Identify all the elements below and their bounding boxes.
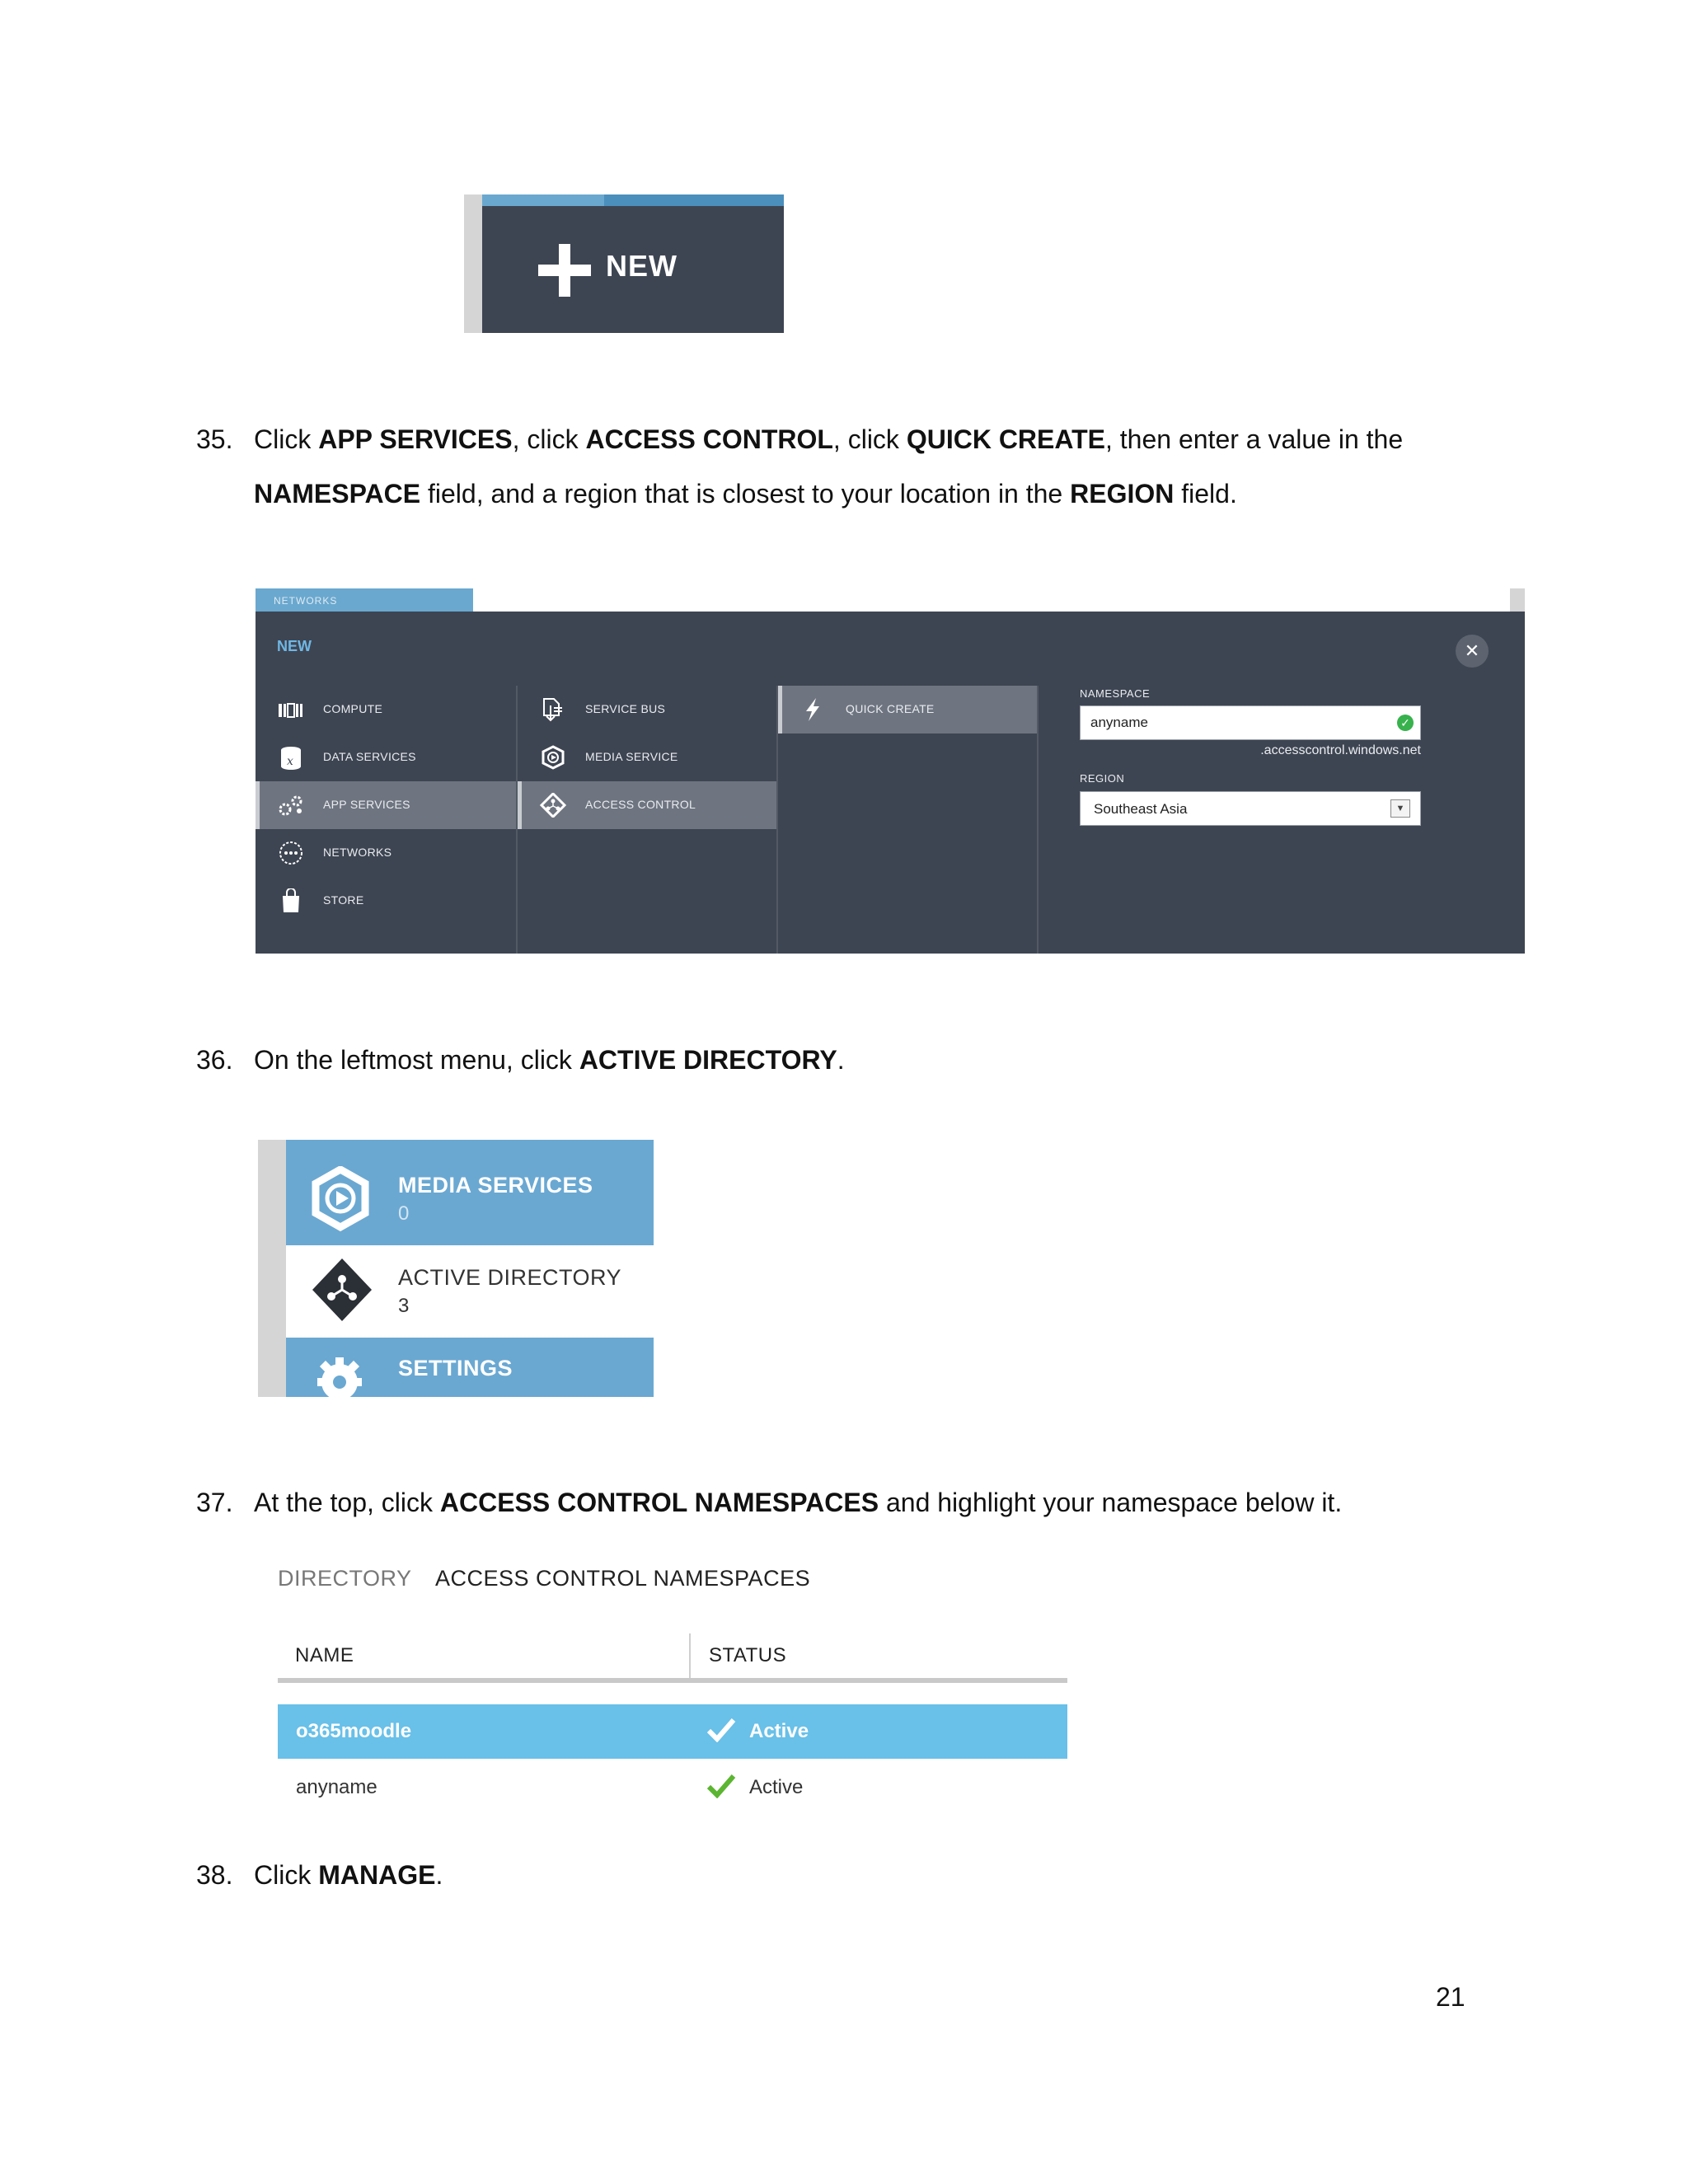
nav-item-title: ACTIVE DIRECTORY (398, 1265, 622, 1290)
nav-item-active-directory[interactable] (286, 1245, 654, 1338)
row-status: Active (749, 1720, 809, 1742)
column-divider (689, 1633, 691, 1680)
gear-icon (311, 1352, 368, 1397)
new-button-screenshot (464, 194, 784, 333)
networks-tab-peek: NETWORKS (256, 588, 473, 613)
namespace-input[interactable] (1080, 705, 1421, 740)
checkmark-icon (706, 1774, 736, 1798)
row-status: Active (749, 1776, 804, 1798)
media-service-icon (539, 745, 567, 770)
nav-item-count: 3 (398, 1295, 410, 1317)
step-text: Click APP SERVICES, click ACCESS CONTROL, click QUICK CREATE, then enter a value in the NAMESPACE field, and a region that is closest to your location in the REGION field. (254, 424, 1404, 509)
region-value: Southeast Asia (1094, 801, 1188, 817)
column-divider (1037, 686, 1039, 954)
new-button-top-strip-accent (604, 194, 784, 206)
panel-title: NEW (277, 638, 312, 654)
nav-item-title: MEDIA SERVICES (398, 1173, 593, 1197)
media-services-icon (311, 1166, 370, 1234)
header-underline (278, 1678, 1067, 1683)
step-text: On the leftmost menu, click ACTIVE DIRECTORY. (254, 1045, 845, 1075)
menu-item-service-bus[interactable]: SERVICE BUS (518, 686, 776, 733)
column-header-name[interactable]: NAME (295, 1644, 354, 1666)
new-panel (256, 612, 1525, 954)
access-control-icon (539, 793, 567, 818)
svg-text:x: x (287, 755, 293, 768)
plus-icon[interactable] (538, 244, 591, 297)
active-directory-icon (311, 1257, 373, 1323)
menu-item-media-service[interactable]: MEDIA SERVICE (518, 733, 776, 781)
menu-item-quick-create[interactable]: QUICK CREATE (778, 686, 1037, 733)
tab-directory[interactable]: DIRECTORY (278, 1566, 412, 1591)
data-services-icon (277, 745, 305, 770)
checkmark-icon (706, 1718, 736, 1742)
table-row[interactable] (278, 1704, 1067, 1759)
step-text: Click MANAGE. (254, 1860, 443, 1890)
table-row[interactable] (278, 1762, 1067, 1816)
new-button-left-edge (464, 194, 482, 333)
chevron-down-icon[interactable]: ▼ (1390, 799, 1410, 818)
region-label: REGION (1080, 772, 1125, 785)
region-select[interactable] (1080, 791, 1421, 826)
namespace-label: NAMESPACE (1080, 687, 1151, 700)
column-header-status[interactable]: STATUS (709, 1644, 787, 1666)
namespace-suffix: .accesscontrol.windows.net (1260, 743, 1421, 757)
menu-item-store[interactable]: STORE (256, 877, 516, 925)
new-button-label[interactable]: NEW (606, 249, 678, 283)
step-number: 38. (196, 1860, 233, 1890)
service-bus-icon (539, 697, 567, 722)
namespace-value: anyname (1090, 715, 1148, 730)
step-number: 37. (196, 1488, 233, 1517)
row-name: anyname (296, 1776, 377, 1798)
nav-item-count: 0 (398, 1202, 410, 1225)
nav-item-settings[interactable] (286, 1338, 654, 1397)
nav-item-media-services[interactable] (286, 1140, 654, 1245)
menu-item-access-control[interactable]: ACCESS CONTROL (518, 781, 776, 829)
tab-access-control-namespaces[interactable]: ACCESS CONTROL NAMESPACES (435, 1566, 811, 1591)
step-number: 36. (196, 1045, 233, 1075)
left-nav-screenshot (258, 1140, 654, 1397)
menu-item-networks[interactable]: NETWORKS (256, 829, 516, 877)
store-icon (277, 888, 305, 913)
lightning-icon (799, 697, 828, 722)
nav-item-title: SETTINGS (398, 1356, 513, 1380)
checkmark-icon: ✓ (1397, 715, 1414, 731)
row-name: o365moodle (296, 1720, 412, 1742)
compute-icon (277, 697, 305, 722)
networks-icon (277, 841, 305, 865)
page-number: 21 (1436, 1982, 1465, 2012)
menu-item-app-services[interactable]: APP SERVICES (256, 781, 516, 829)
close-icon[interactable]: ✕ (1456, 635, 1489, 668)
menu-item-compute[interactable]: COMPUTE (256, 686, 516, 733)
step-text: At the top, click ACCESS CONTROL NAMESPACES and highlight your namespace below it. (254, 1488, 1343, 1517)
step-number: 35. (196, 424, 233, 454)
app-services-icon (277, 793, 305, 818)
menu-item-data-services[interactable]: x DATA SERVICES (256, 733, 516, 781)
